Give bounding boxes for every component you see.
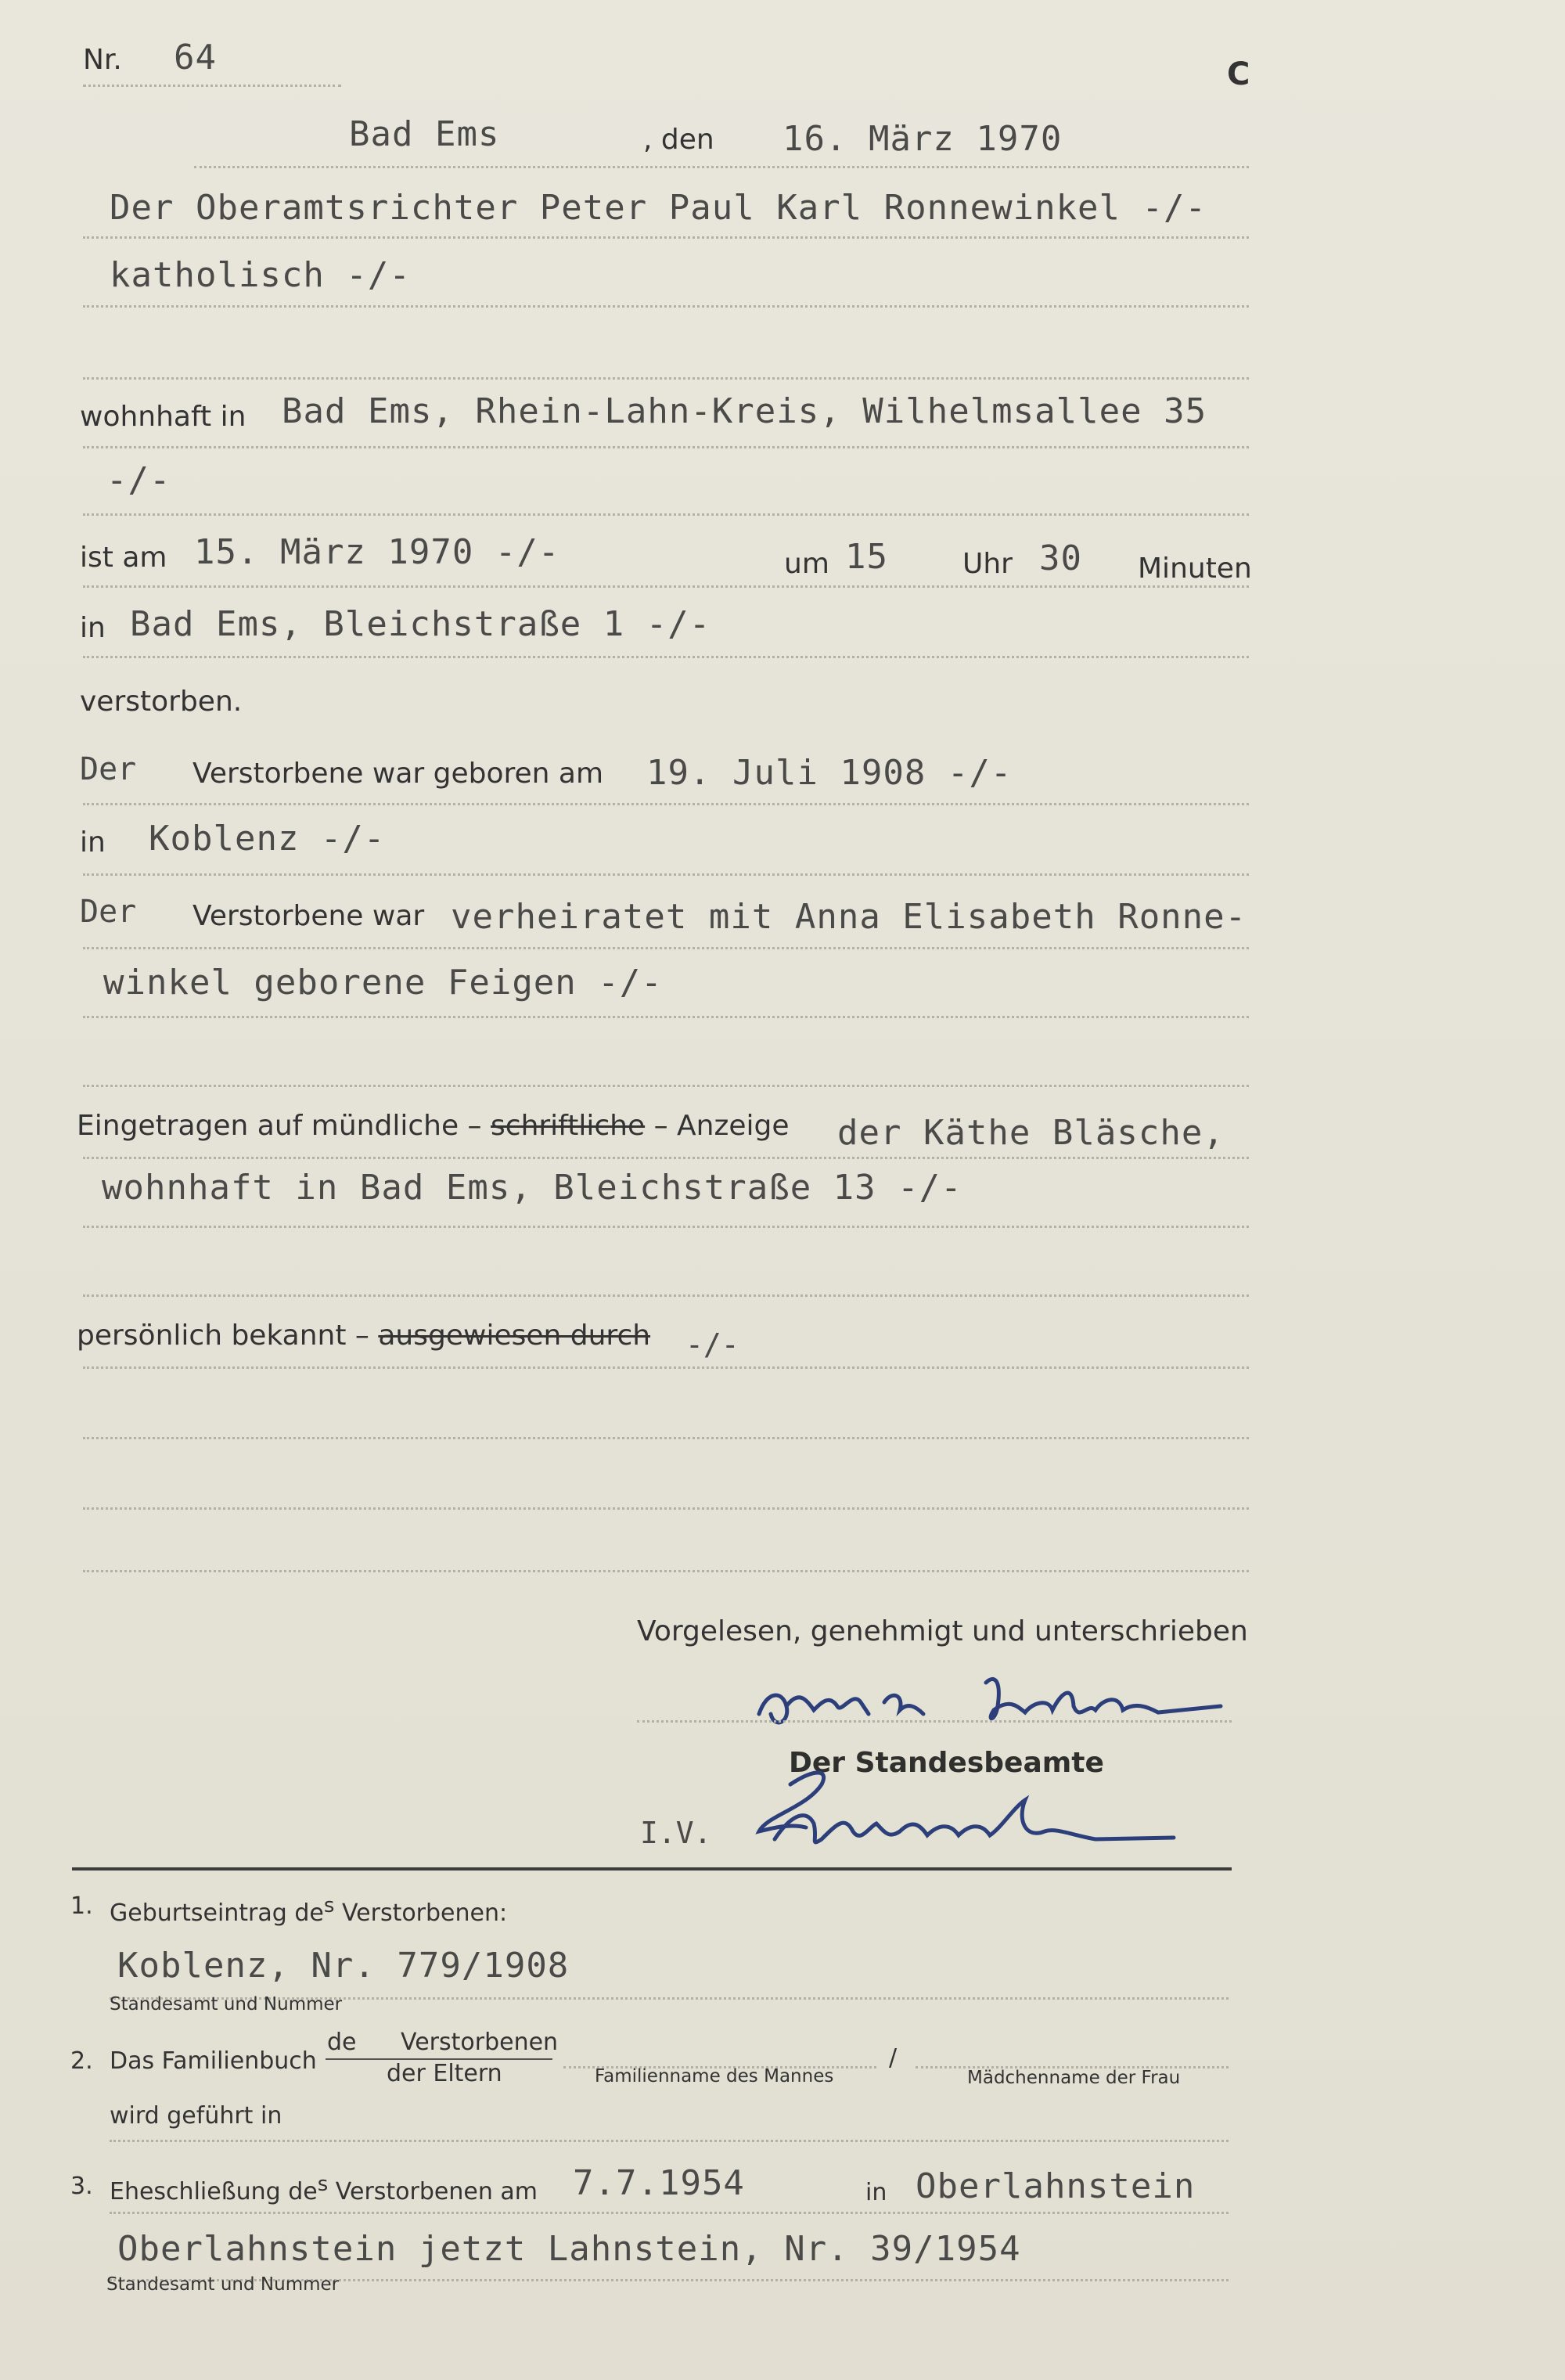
dotted-line: [83, 1294, 1249, 1297]
dotted-line: [83, 377, 1249, 380]
note3-place: Oberlahnstein: [916, 2166, 1196, 2206]
dotted-line: [83, 1366, 1249, 1369]
note1-label-b: Verstorbenen:: [341, 1899, 508, 1927]
married-der-label: Der: [80, 894, 137, 930]
known-label: persönlich bekannt –: [77, 1320, 369, 1352]
note2-number: 2.: [70, 2047, 93, 2075]
note2-caption-wife: Mädchenname der Frau: [967, 2068, 1181, 2088]
separator-line: [72, 1867, 1232, 1871]
nr-label: Nr.: [83, 44, 122, 76]
struck-ausgewiesen: ausgewiesen durch: [378, 1320, 651, 1352]
born-label: Verstorbene war geboren am: [192, 758, 604, 790]
note2-top-de: de: [327, 2029, 357, 2056]
dotted-line: [83, 236, 1249, 239]
born-der-label: Der: [80, 751, 137, 787]
married-line1: verheiratet mit Anna Elisabeth Ronne-: [451, 897, 1247, 937]
note1-caption: Standesamt und Nummer: [110, 1994, 343, 2015]
struck-schriftliche: schriftliche: [491, 1110, 646, 1142]
registration-label: [77, 1110, 790, 1142]
dotted-line: [83, 513, 1249, 516]
date-dotted-line: [194, 166, 1249, 168]
nr-dotted-line: [83, 85, 341, 87]
dotted-line: [83, 1437, 1249, 1439]
dotted-line: [83, 446, 1249, 448]
dotted-line: [83, 1085, 1249, 1087]
death-hour: 15: [845, 537, 888, 577]
informant-line2: wohnhaft in Bad Ems, Bleichstraße 13 -/-: [102, 1168, 962, 1208]
note1-superscript: s: [323, 1894, 335, 1917]
informant-line1: der Käthe Bläsche,: [837, 1113, 1225, 1153]
dotted-line: [83, 1157, 1249, 1159]
note3-number: 3.: [70, 2173, 93, 2200]
residence-line2: -/-: [106, 460, 171, 500]
dotted-line: [83, 1570, 1249, 1572]
died-label: ist am: [80, 542, 167, 574]
residence-value: Bad Ems, Rhein-Lahn-Kreis, Wilhelmsallee 35: [282, 391, 1207, 431]
note2-caption-husband: Familienname des Mannes: [595, 2066, 834, 2087]
dotted-line: [83, 1226, 1249, 1228]
dotted-line: [83, 1016, 1249, 1018]
note3-label-b: Verstorbenen am: [335, 2178, 538, 2205]
death-place: Bad Ems, Bleichstraße 1 -/-: [130, 604, 711, 644]
registration-label-prefix: Eingetragen auf mündliche –: [77, 1110, 482, 1142]
death-in-label: in: [80, 612, 106, 644]
verstorben-label: verstorben.: [80, 686, 243, 718]
registration-label-suffix: – Anzeige: [653, 1110, 790, 1142]
dotted-line: [83, 947, 1249, 949]
note3-label: [110, 2173, 538, 2205]
deceased-name-line: Der Oberamtsrichter Peter Paul Karl Ronnewinkel -/-: [110, 188, 1207, 228]
signature-1: [751, 1659, 1236, 1753]
note1-value: Koblenz, Nr. 779/1908: [117, 1946, 570, 1986]
religion-line: katholisch -/-: [110, 255, 411, 295]
signature-dotted-line: [637, 1720, 1232, 1723]
dotted-line: [83, 803, 1249, 805]
note2-bottom-eltern: der Eltern: [387, 2060, 502, 2087]
read-approved-label: Vorgelesen, genehmigt und unterschrieben: [637, 1615, 1248, 1647]
note2-slash: /: [889, 2044, 898, 2072]
death-date: 15. März 1970 -/-: [194, 532, 560, 572]
married-label: Verstorbene war: [192, 900, 425, 932]
uhr-label: Uhr: [962, 548, 1013, 580]
birth-place: Koblenz -/-: [149, 819, 386, 859]
married-line2: winkel geborene Feigen -/-: [103, 963, 663, 1003]
signature-2: [743, 1753, 1182, 1863]
note3-superscript: s: [317, 2173, 329, 2196]
dotted-line: [110, 2212, 1229, 2214]
death-minutes: 30: [1039, 538, 1082, 578]
note2-top-verstorbenen: Verstorbenen: [401, 2029, 559, 2056]
iv-label: I.V.: [640, 1816, 712, 1850]
minuten-label: Minuten: [1138, 553, 1252, 585]
note1-label: [110, 1894, 507, 1927]
note2-line2: wird geführt in: [110, 2102, 282, 2130]
note3-date: 7.7.1954: [573, 2163, 745, 2203]
note3-caption: Standesamt und Nummer: [106, 2274, 340, 2295]
dotted-line: [83, 585, 1249, 588]
nr-value: 64: [174, 38, 217, 77]
note3-value: Oberlahnstein jetzt Lahnstein, Nr. 39/1954: [117, 2229, 1021, 2269]
time-um-label: um: [784, 548, 829, 580]
note2-label: Das Familienbuch: [110, 2047, 317, 2075]
born-in-label: in: [80, 826, 106, 859]
dotted-line: [83, 305, 1249, 308]
residence-label: wohnhaft in: [80, 401, 246, 433]
date-label: , den: [643, 124, 714, 156]
note3-label-a: Eheschließung de: [110, 2178, 318, 2205]
dotted-line: [83, 1507, 1249, 1510]
known-label-group: [77, 1320, 650, 1352]
note3-in-label: in: [865, 2179, 887, 2206]
known-value: -/-: [685, 1327, 739, 1362]
note1-number: 1.: [70, 1892, 93, 1920]
birth-date: 19. Juli 1908 -/-: [646, 753, 1013, 793]
dotted-line: [83, 873, 1249, 876]
dotted-line: [83, 656, 1249, 658]
corner-letter: C: [1227, 56, 1250, 92]
note1-label-a: Geburtseintrag de: [110, 1899, 324, 1927]
registrar-label: Der Standesbeamte: [789, 1747, 1104, 1779]
dotted-line: [110, 2140, 1229, 2142]
place-value: Bad Ems: [349, 114, 500, 154]
date-value: 16. März 1970: [782, 119, 1063, 159]
